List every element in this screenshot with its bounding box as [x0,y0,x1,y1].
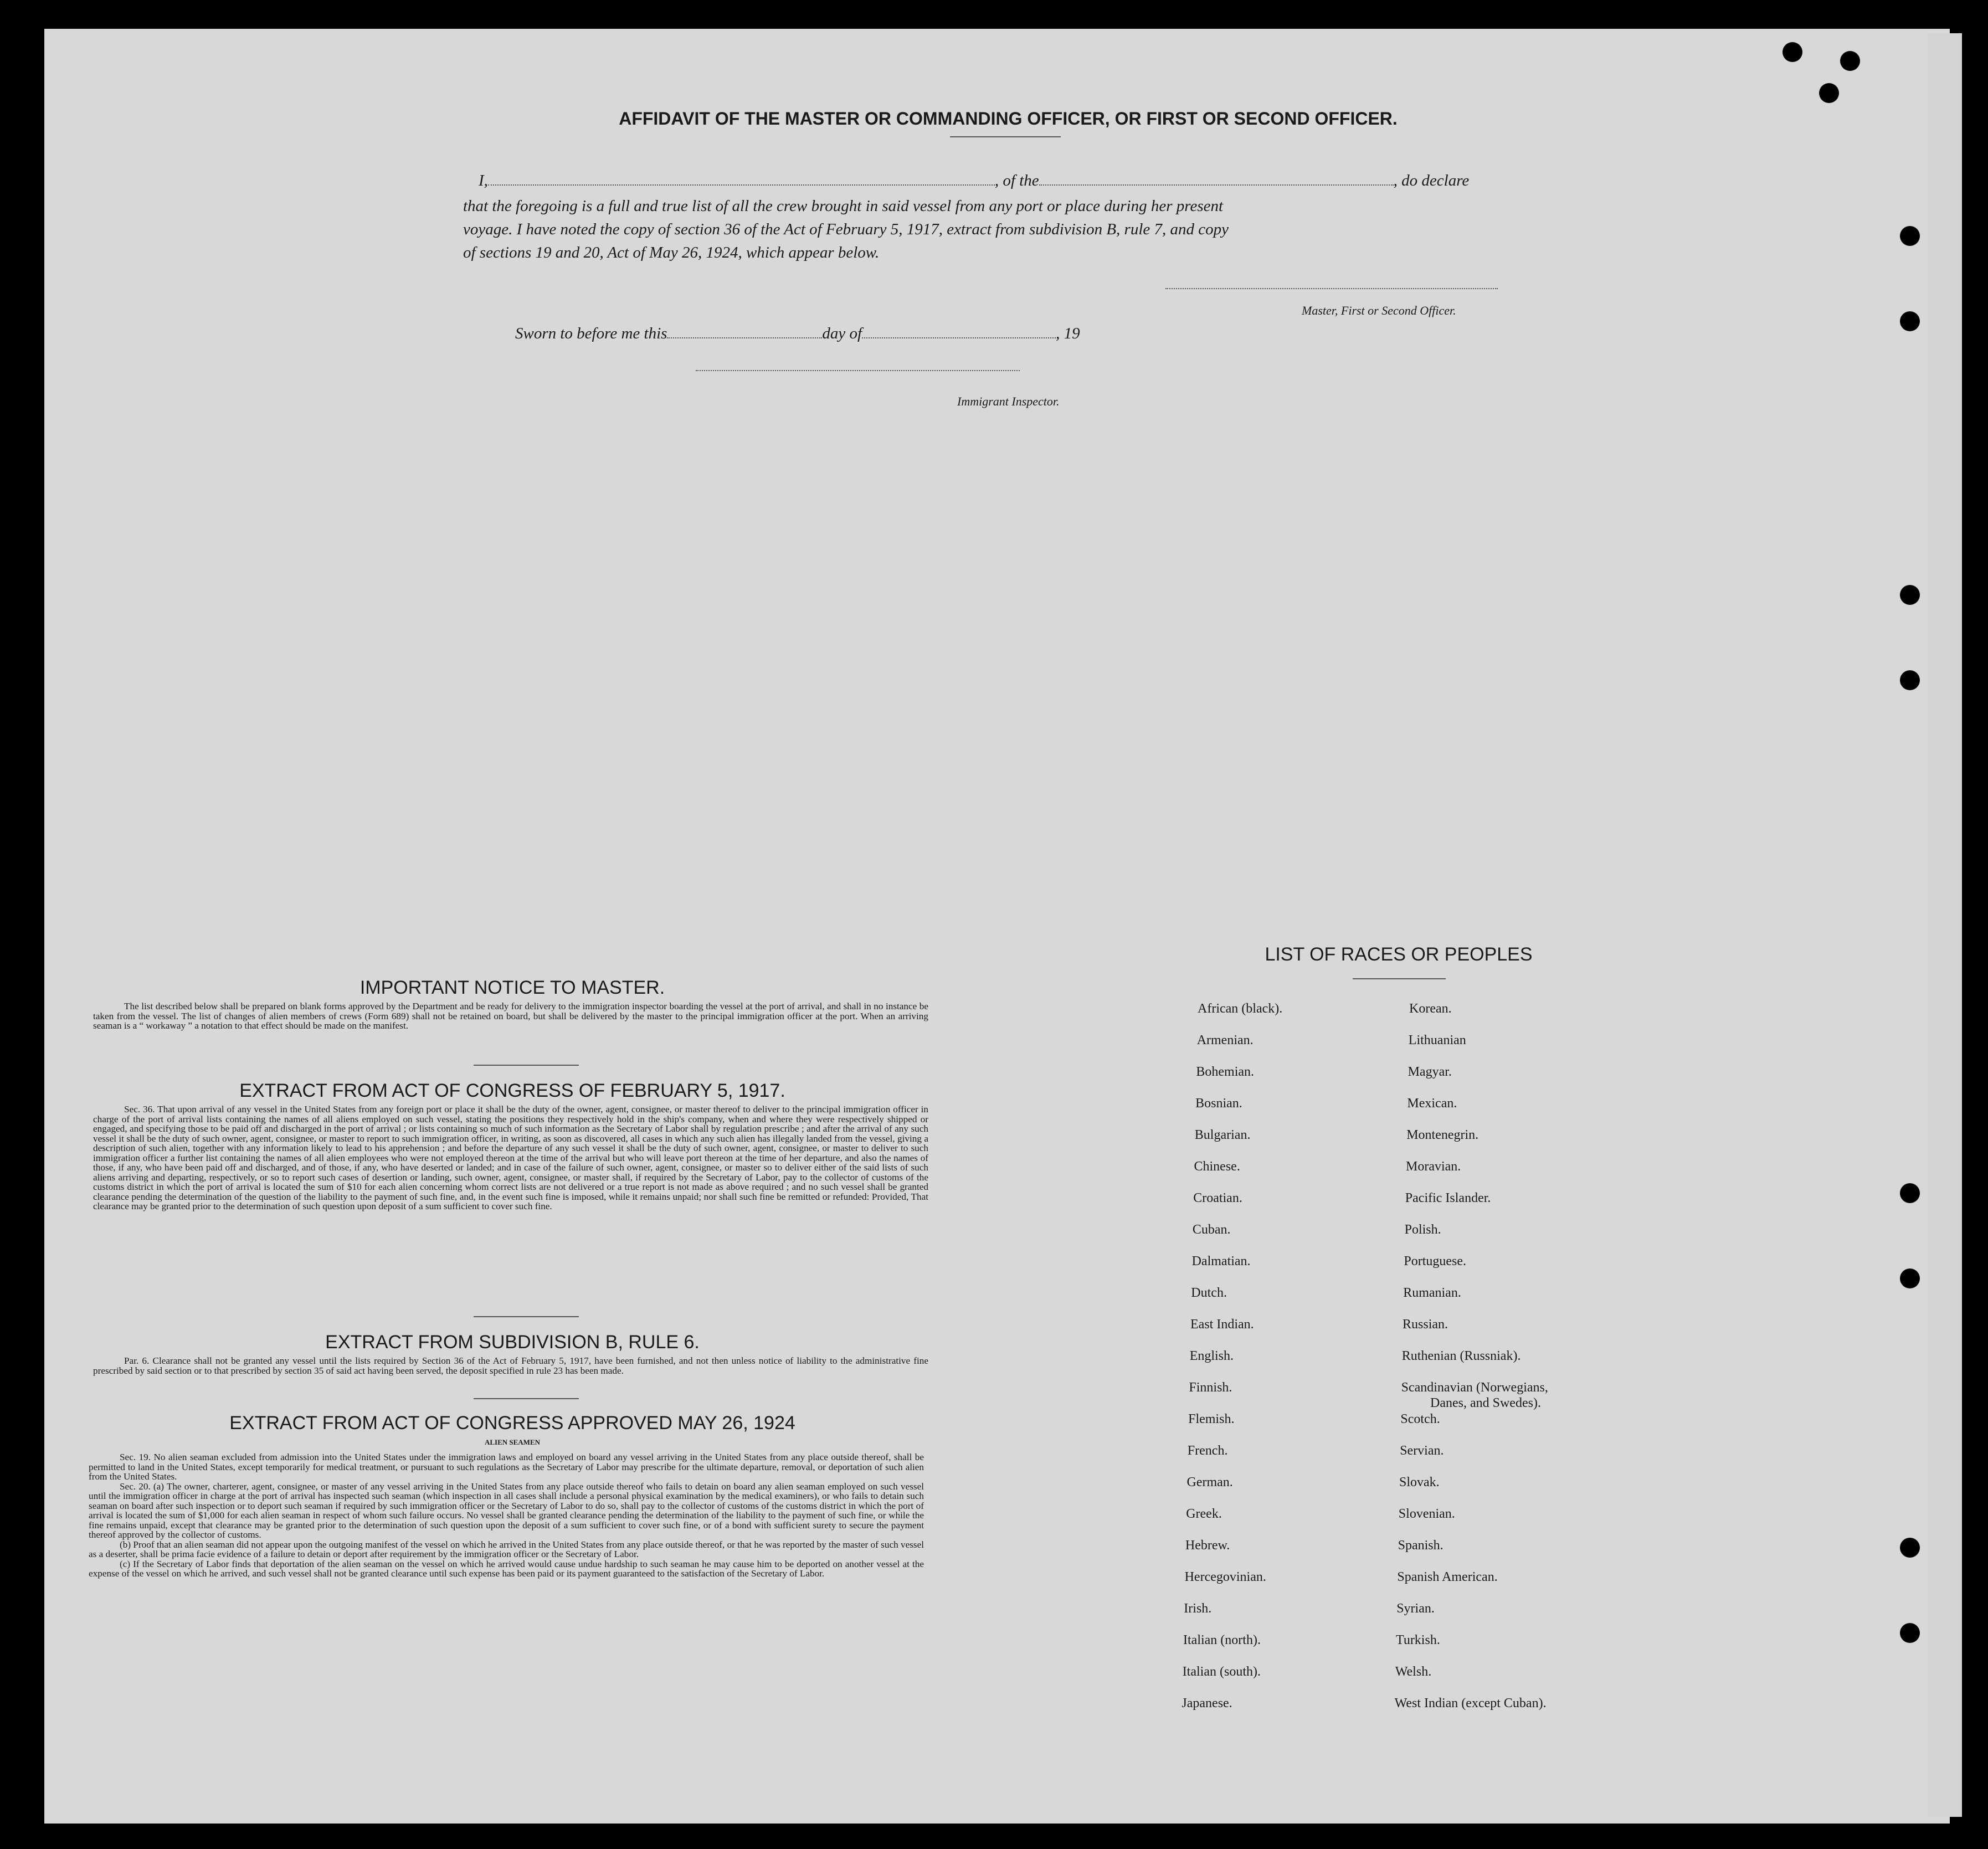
punch-hole [1900,226,1920,246]
sworn-month-field[interactable] [862,337,1056,338]
extract-1924-title: EXTRACT FROM ACT OF CONGRESS APPROVED MAY 26, 1924 [229,1413,795,1434]
race-item: English. [1189,1349,1234,1363]
declaration-line-3: voyage. I have noted the copy of section 36 of the Act of February 5, 1917, extract from subdivision B, rule 7, and copy [463,220,1229,238]
declaration-line-1 [479,172,1548,190]
of-the-label: , of the [994,172,1039,189]
races-title: LIST OF RACES OR PEOPLES [1265,944,1533,965]
divider [950,136,1061,137]
rule-6-title: EXTRACT FROM SUBDIVISION B, RULE 6. [325,1332,700,1353]
sec-20a: Sec. 20. (a) The owner, charterer, agent, consignee, or master of any vessel arriving in the United States from any place outside thereof who fails to detain on board any alien seaman employed on such vessel until the immigration officer in charge at the port of arrival has inspected such seaman (which inspection in all cases shall include a personal physical examination by the medical examiners), or who fails to detain such seaman on board after such inspection or to deport such seaman if required by such immigration officer or the Secretary of Labor to do so, shall pay to the collector of customs of the customs district in which the port of arrival is located the sum of $1,000 for each alien seaman in respect of whom such failure occurs. No vessel shall be granted clearance pending the determination of the liability to the payment of such fine, or while the fine remains unpaid, except that clearance may be granted prior to the determination of such question upon the deposit of a sum sufficient to cover such fine, or of a bond with sufficient surety to secure the payment thereof approved by the collector of customs. [89,1481,924,1540]
race-item: Ruthenian (Russniak). [1401,1349,1521,1363]
race-item: Moravian. [1406,1159,1461,1174]
punch-hole [1900,1538,1920,1558]
year-label: , 19 [1056,325,1080,342]
punch-hole [1819,83,1839,103]
race-item: Scandinavian (Norwegians, [1401,1380,1548,1395]
punch-hole [1900,1268,1920,1288]
sec-20c: (c) If the Secretary of Labor finds that deportation of the alien seaman on the vessel on which he arrived would cause undue hardship to such seaman he may cause him to be deported on another vessel at the expense of the vessel on which he arrived, and such vessel shall not be granted clearance until such expense has been paid or its payment guaranteed to the satisfaction of the Secretary of Labor. [89,1558,924,1579]
extract-1917-body: Sec. 36. That upon arrival of any vessel in the United States from any foreign port or place it shall be the duty of the owner, agent, consignee, or master thereof to deliver to the principal immigration officer in charge of the port of arrival lists containing the names of all aliens employed on such vessel, stating the positions they respectively hold in the ship's company, when and where they were respectively shipped or engaged, and specifying those to be paid off and discharged in the port of arrival ; or lists containing so much of such information as the Secretary of Labor shall by regulation prescribe ; and after the arrival of any such vessel it shall be the duty of such owner, agent, consignee, or master to report to such immigration officer, in writing, as soon as discovered, all cases in which any such alien has illegally landed from the vessel, giving a description of such alien, together with any information likely to lead to his apprehension ; and before the departure of any such vessel it shall be the duty of such owner, agent, consignee, or master to deliver to such immigration officer a further list containing the names of all alien employees who were not employed thereon at the time of the arrival but who will leave port thereon at the time of her departure, and also the names of those, if any, who have been paid off and discharged, and of those, if any, who have deserted or landed; and in case of the failure of such owner, agent, consignee, or master so to deliver either of the said lists of such aliens arriving and departing, respectively, or so to report such cases of desertion or landing, such owner, agent, consignee, or master shall, if required by the Secretary of Labor, pay to the collector of customs of the customs district in which the port of arrival is located the sum of $10 for each alien concerning whom correct lists are not delivered or a true report is not made as above required ; and no such vessel shall be granted clearance pending the determination of the question of the liability to the payment of such fine, and, in the event such fine is imposed, while it remains unpaid; nor shall such fine be remitted or refunded: Provided, That clearance may be granted prior to the determination of such question upon deposit of a sum sufficient to cover such fine. [93,1104,928,1211]
punch-hole [1900,670,1920,690]
race-item: Spanish. [1398,1538,1444,1553]
race-item: Lithuanian [1408,1033,1466,1047]
divider [474,1316,579,1317]
sec-20b: (b) Proof that an alien seaman did not appear upon the outgoing manifest of the vessel on which he arrived in the United States from any place outside thereof, or that he was reported by the master of such vessel as a deserter, shall be prima facie evidence of a failure to detain or deport after requirement by the immigration officer or the Secretary of Labor. [89,1539,924,1559]
rule-6-body: Par. 6. Clearance shall not be granted any vessel until the lists required by Section 36 of the Act of February 5, 1917, have been furnished, and not then unless notice of liability to the administrative fine prescribed by said section or to that prescribed by section 35 of said act having been served, the deposit specified in rule 23 has been made. [93,1355,928,1376]
declaration-line-2: that the foregoing is a full and true list of all the crew brought in said vessel from any port or place during her present [463,197,1224,215]
race-item: Dutch. [1191,1286,1227,1300]
race-item: West Indian (except Cuban). [1394,1696,1547,1711]
race-item: Welsh. [1395,1665,1432,1679]
do-declare-label: , do declare [1393,172,1470,189]
race-item: Mexican. [1407,1096,1457,1111]
race-item: Greek. [1186,1507,1222,1521]
extract-1924-body [89,1452,924,1579]
race-item: Italian (south). [1182,1665,1261,1679]
master-signature-field[interactable] [1165,288,1498,289]
alien-seamen-subtitle: ALIEN SEAMEN [484,1438,541,1446]
race-item: Pacific Islander. [1405,1191,1491,1205]
race-item: African (black). [1198,1001,1283,1016]
race-item: Italian (north). [1183,1633,1261,1647]
race-item: Irish. [1184,1601,1212,1616]
race-item: Korean. [1409,1001,1452,1016]
declaration-line-4: of sections 19 and 20, Act of May 26, 1924, which appear below. [463,244,880,261]
day-of-label: day of [822,325,862,342]
punch-hole [1782,42,1802,62]
notice-title: IMPORTANT NOTICE TO MASTER. [359,977,665,998]
race-item: Rumanian. [1403,1286,1461,1300]
punch-hole [1840,51,1860,71]
race-item: Croatian. [1193,1191,1242,1205]
officer-name-field[interactable] [488,184,995,186]
inspector-signature-field[interactable] [696,370,1020,371]
divider [474,1065,579,1066]
race-item: Slovenian. [1398,1507,1455,1521]
sworn-line [515,325,1080,343]
i-label: I, [479,172,488,189]
race-item: Bosnian. [1195,1096,1242,1111]
race-item: Hebrew. [1185,1538,1230,1553]
sec-19: Sec. 19. No alien seaman excluded from admission into the United States under the immigration laws and employed on board any vessel arriving in the United States from any place outside thereof, shall be permitted to land in the United States, except temporarily for medical treatment, or pursuant to such regulations as the Secretary of Labor may prescribe for the ultimate departure, removal, or deportation of such alien from the United States. [89,1452,924,1482]
notice-body: The list described below shall be prepared on blank forms approved by the Department and be ready for delivery to the immigration inspector boarding the vessel at the port of arrival, and shall in no instance be taken from the vessel. The list of changes of alien members of crews (Form 689) shall not be retained on board, but shall be delivered by the master to the principal immigration officer at the port. When an arriving seaman is a “ workaway ” a notation to that effect should be made on the manifest. [93,1001,928,1031]
race-item: Japanese. [1182,1696,1232,1711]
page-edge [1928,33,1962,1817]
race-item: Hercegovinian. [1184,1570,1266,1584]
race-item: Armenian. [1196,1033,1254,1047]
race-item: Chinese. [1194,1159,1240,1174]
race-item: Turkish. [1396,1633,1440,1647]
race-item: Spanish American. [1397,1570,1498,1584]
race-item: Cuban. [1192,1223,1231,1237]
race-item: Flemish. [1188,1412,1235,1426]
race-item: Bohemian. [1196,1065,1255,1079]
divider [1353,978,1446,979]
race-item: Bulgarian. [1194,1128,1251,1142]
race-item: Syrian. [1396,1601,1435,1616]
sworn-day-field[interactable] [667,337,822,338]
sworn-label: Sworn to before me this [515,325,667,342]
vessel-name-field[interactable] [1039,184,1394,186]
divider [474,1398,579,1399]
race-item: Russian. [1403,1317,1448,1332]
punch-hole [1900,1183,1920,1203]
affidavit-title: AFFIDAVIT OF THE MASTER OR COMMANDING OFFICER, OR FIRST OR SECOND OFFICER. [619,109,1398,129]
race-item: Polish. [1404,1223,1441,1237]
race-item: Portuguese. [1404,1254,1467,1268]
inspector-caption: Immigrant Inspector. [957,394,1060,408]
race-item: French. [1187,1444,1228,1458]
race-item-continuation: Danes, and Swedes). [1430,1396,1541,1410]
race-item: Dalmatian. [1191,1254,1251,1268]
punch-hole [1900,1623,1920,1643]
race-item: Servian. [1400,1444,1444,1458]
punch-hole [1900,585,1920,605]
punch-hole [1900,311,1920,331]
race-item: Montenegrin. [1406,1128,1479,1142]
race-item: Scotch. [1400,1412,1440,1426]
race-item: Finnish. [1189,1380,1232,1395]
extract-1917-title: EXTRACT FROM ACT OF CONGRESS OF FEBRUARY 5, 1917. [239,1080,785,1101]
race-item: Slovak. [1399,1475,1440,1490]
race-item: Magyar. [1407,1065,1452,1079]
race-item: East Indian. [1190,1317,1254,1332]
master-caption: Master, First or Second Officer. [1302,304,1456,317]
race-item: German. [1186,1475,1233,1490]
